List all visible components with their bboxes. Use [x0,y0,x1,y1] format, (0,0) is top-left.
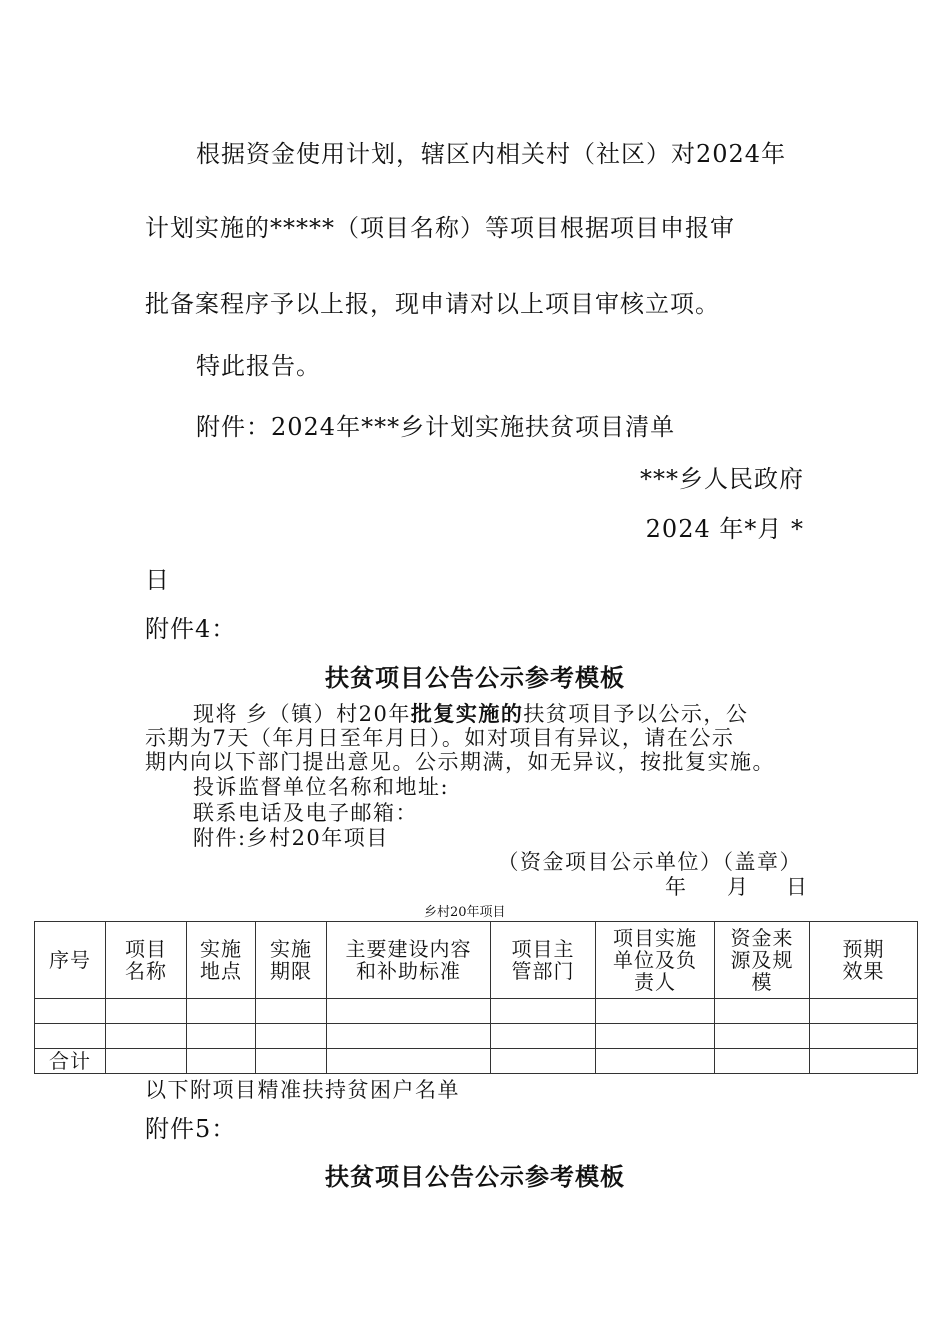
table-cell [810,999,918,1024]
table-cell [715,1024,810,1049]
table-total-row [35,1049,918,1074]
body-line-3: 批备案程序予以上报，现申请对以上项目审核立项。 [145,290,720,318]
header-cell: 实施 地点 [187,922,256,999]
header-cell: 实施 期限 [256,922,327,999]
body-line-1: 根据资金使用计划，辖区内相关村（社区）对2024年 [196,140,787,168]
attachment5-title: 扶贫项目公告公示参考模板 [325,1162,625,1191]
attachment5-label: 附件5： [145,1115,237,1143]
attachment4-title: 扶贫项目公告公示参考模板 [325,663,625,692]
table-cell [35,999,106,1024]
table-cell [491,1024,596,1049]
contact-line: 联系电话及电子邮箱： [193,801,418,825]
attachment4-label: 附件4： [145,615,237,643]
table-footnote: 以下附项目精准扶持贫困户名单 [145,1078,460,1102]
table-cell [596,999,715,1024]
table-cell [106,1024,187,1049]
table-cell [491,1049,596,1074]
attachment-line: 附件：2024年***乡计划实施扶贫项目清单 [196,413,676,441]
table-cell [187,1049,256,1074]
date-line-1: 2024 年*月 * [645,515,804,543]
table-cell [106,1049,187,1074]
table-caption: 乡村20年项目 [424,905,506,920]
header-cell: 预期 效果 [810,922,918,999]
notice-line-2: 示期为7天（年月日至年月日）。如对项目有异议，请在公示 [145,726,735,750]
table-cell [35,1024,106,1049]
header-cell: 主要建设内容 和补助标准 [327,922,491,999]
table-cell [715,999,810,1024]
table-cell [810,1024,918,1049]
header-cell: 项目 名称 [106,922,187,999]
date-month: 月 [727,875,750,899]
signer: ***乡人民政府 [640,465,804,493]
table-cell [327,1049,491,1074]
header-cell: 项目主 管部门 [491,922,596,999]
header-cell: 资金来 源及规 模 [715,922,810,999]
table-cell [106,999,187,1024]
header-cell: 项目实施 单位及负 责人 [596,922,715,999]
table-row [35,1024,918,1049]
table-header-row [35,922,918,999]
table-cell [256,1024,327,1049]
attach-line: 附件:乡村20年项目 [193,826,389,850]
table-cell [596,1049,715,1074]
closing-text: 特此报告。 [196,352,321,380]
stamp-line: （资金项目公示单位）（盖章） [497,850,802,874]
date-line-2: 日 [145,566,170,594]
date-day: 日 [786,875,809,899]
table-cell [327,999,491,1024]
total-label: 合计 [35,1049,106,1074]
table-cell [327,1024,491,1049]
project-table [34,921,918,1074]
table-cell [810,1049,918,1074]
table-cell [256,1049,327,1074]
notice-line-1-bold: 批复实施的 [410,701,524,726]
header-cell: 序号 [35,922,106,999]
table-cell [187,1024,256,1049]
notice-line-1-pre: 现将 乡（镇）村20年 [193,702,411,726]
date-year: 年 [665,875,688,899]
table-cell [491,999,596,1024]
table-cell [596,1024,715,1049]
table-cell [187,999,256,1024]
table-row [35,999,918,1024]
table-cell [256,999,327,1024]
body-line-2: 计划实施的*****（项目名称）等项目根据项目申报审 [145,214,735,242]
notice-line-3: 期内向以下部门提出意见。公示期满，如无异议，按批复实施。 [145,750,775,774]
notice-line-1-post: 扶贫项目予以公示，公 [523,702,749,726]
table-cell [715,1049,810,1074]
complaint-line: 投诉监督单位名称和地址: [193,775,450,799]
